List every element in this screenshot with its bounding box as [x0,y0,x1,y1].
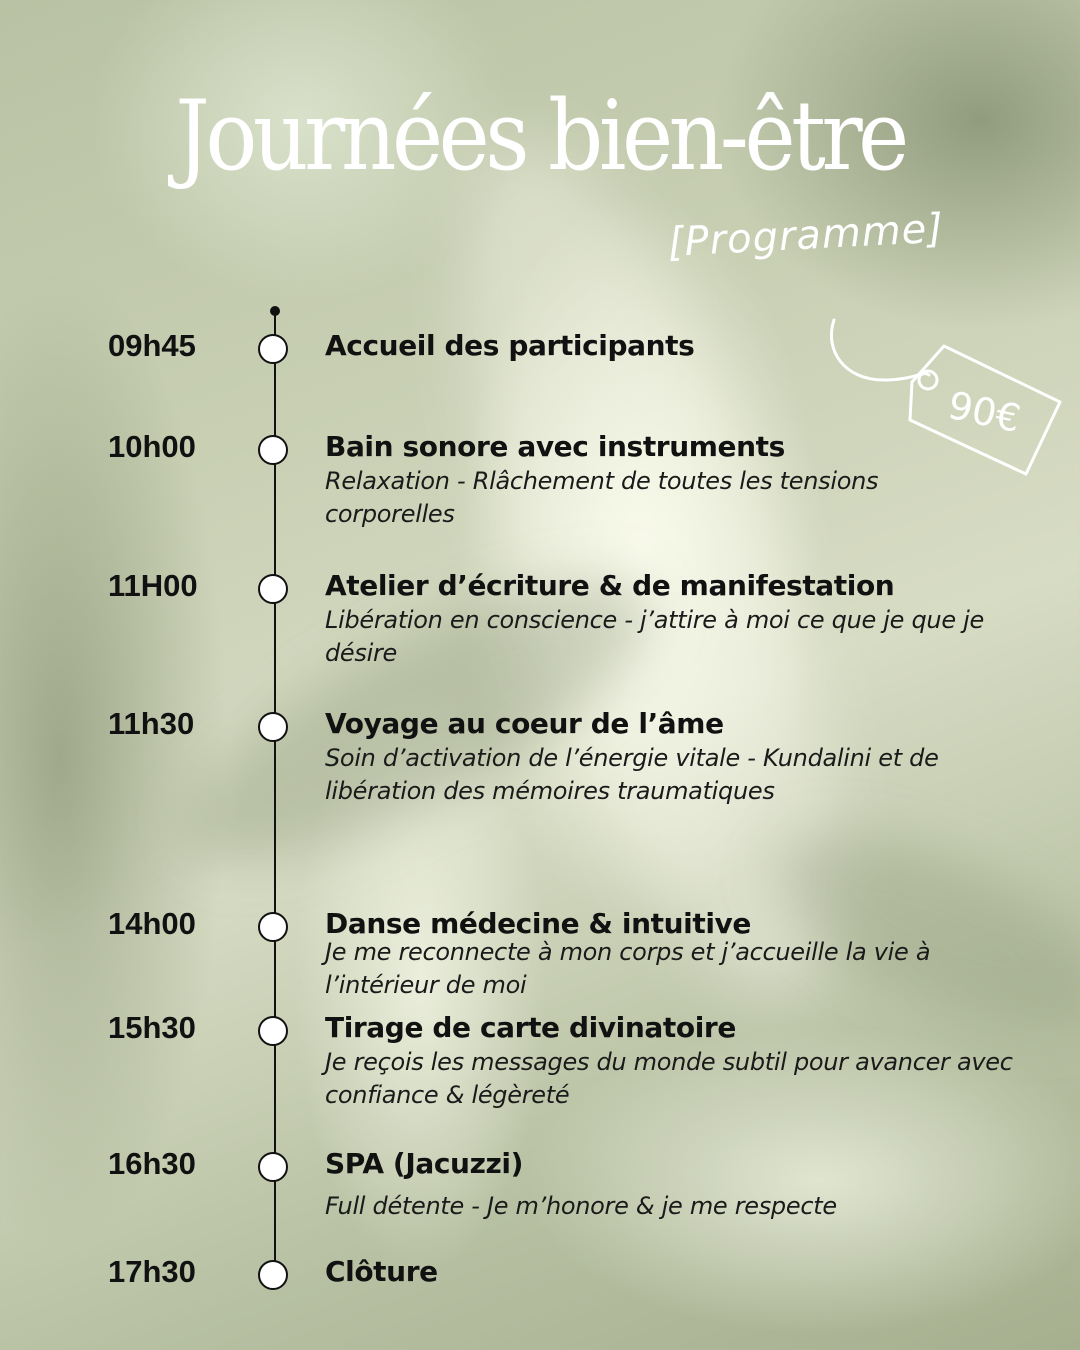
timeline-dot [258,1016,288,1046]
timeline-dot [258,574,288,604]
timeline-dot [258,712,288,742]
page-title: Journées bien-être [175,80,905,192]
schedule-description: Je reçois les messages du monde subtil pour avancer avec confiance & légèreté [325,1048,1013,1109]
schedule-time: 17h30 [108,1254,196,1289]
schedule-title: Danse médecine & intuitive [325,907,751,940]
schedule-title: Atelier d’écriture & de manifestation [325,569,895,602]
timeline-dot [258,334,288,364]
schedule-title: Bain sonore avec instruments [325,430,785,463]
schedule-time: 15h30 [108,1010,196,1045]
schedule-time: 11h30 [108,706,195,741]
timeline-dot [258,1260,288,1290]
schedule-description: Je me reconnecte à mon corps et j’accueille la vie à l’intérieur de moi [325,938,931,999]
schedule-title: Accueil des participants [325,329,695,362]
schedule-time: 09h45 [108,328,196,363]
schedule-time: 14h00 [108,906,196,941]
price-label: 90€ [944,382,1025,442]
timeline-dot [258,435,288,465]
timeline-start-dot [270,306,280,316]
schedule-time: 11H00 [108,568,198,603]
schedule-description: Libération en conscience - j’attire à moi ce que je que je désire [325,606,984,667]
page-subtitle: [Programme] [666,205,945,266]
schedule-title: Clôture [325,1255,438,1288]
timeline-dot [258,1152,288,1182]
timeline-dot [258,912,288,942]
schedule-description: Full détente - Je m’honore & je me respecte [325,1192,837,1220]
schedule-title: Tirage de carte divinatoire [325,1011,736,1044]
schedule-title: Voyage au coeur de l’âme [325,707,724,740]
schedule-description: Relaxation - Rlâchement de toutes les tensions corporelles [325,467,879,528]
schedule-title: SPA (Jacuzzi) [325,1147,523,1180]
schedule-time: 16h30 [108,1146,196,1181]
schedule-description: Soin d’activation de l’énergie vitale - Kundalini et de libération des mémoires traumatiques [325,744,939,805]
schedule-time: 10h00 [108,429,196,464]
